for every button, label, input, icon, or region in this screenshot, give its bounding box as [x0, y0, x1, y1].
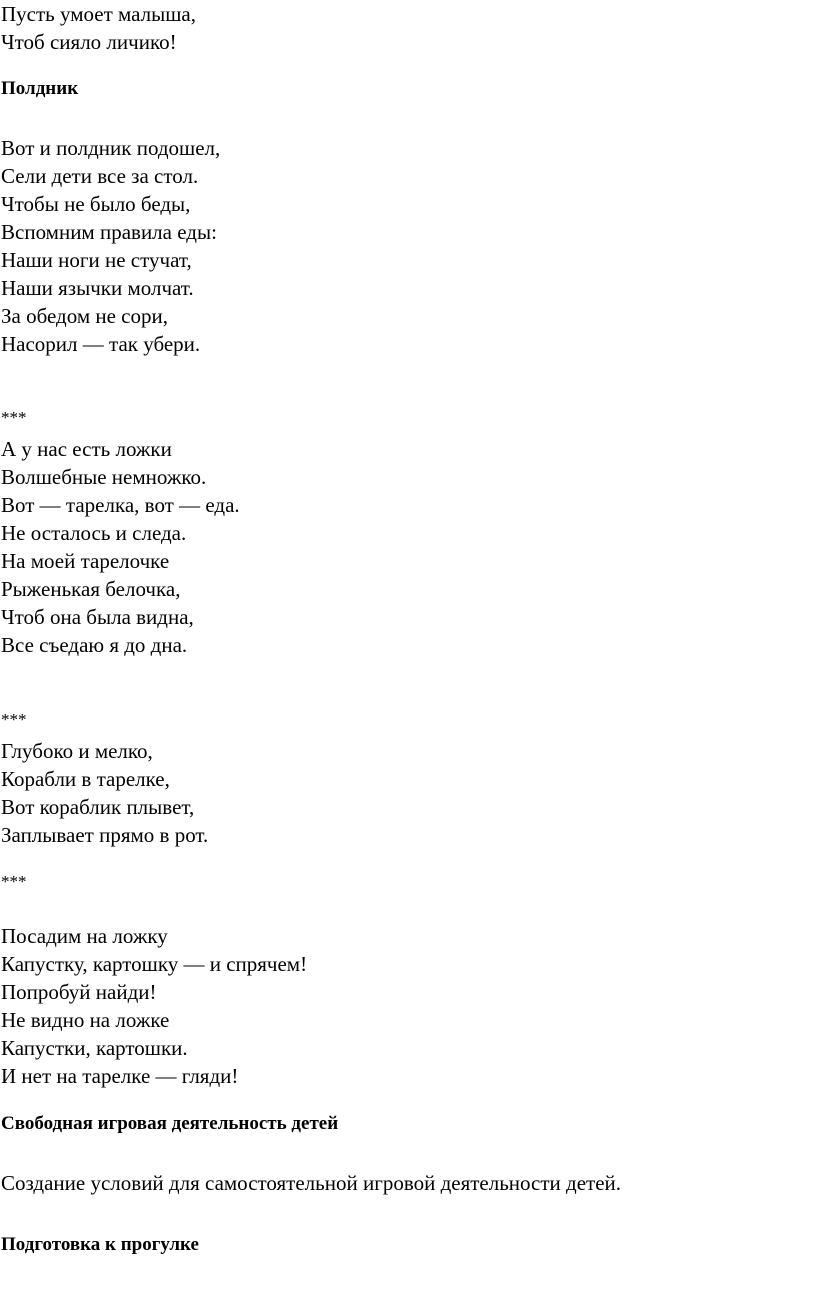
stanza-separator: *** [1, 872, 27, 891]
poem-line: Посадим на ложку [1, 924, 168, 948]
poem-line: Капустку, картошку — и спрячем! [1, 952, 308, 976]
poem-line: Капустки, картошки. [1, 1036, 188, 1060]
poem-line: Пусть умоет малыша, [1, 2, 196, 26]
poem-line: И нет на тарелке — гляди! [1, 1064, 239, 1088]
poem-line: Не видно на ложке [1, 1008, 170, 1032]
stanza-separator: *** [1, 408, 27, 427]
poem-line: Волшебные немножко. [1, 465, 207, 489]
poem-line: Заплывает прямо в рот. [1, 823, 209, 847]
poem-line: Насорил — так убери. [1, 332, 201, 356]
poem-line: Не осталось и следа. [1, 521, 187, 545]
poem-line: Корабли в тарелке, [1, 767, 170, 791]
poem-line: Все съедаю я до дна. [1, 633, 188, 657]
poem-line: Чтоб она была видна, [1, 605, 194, 629]
poem-line: Наши ноги не стучат, [1, 248, 192, 272]
poem-line: На моей тарелочке [1, 549, 170, 573]
poem-line: Вот и полдник подошел, [1, 136, 221, 160]
poem-line: Чтобы не было беды, [1, 192, 191, 216]
poem-line: Попробуй найди! [1, 980, 157, 1004]
poem-line: Вспомним правила еды: [1, 220, 217, 244]
poem-line: Рыженькая белочка, [1, 577, 181, 601]
poem-line: Вот — тарелка, вот — еда. [1, 493, 240, 517]
paragraph: Создание условий для самостоятельной игровой деятельности детей. [1, 1171, 622, 1195]
section-heading-walk-prep: Подготовка к прогулке [1, 1234, 199, 1255]
poem-line: Вот кораблик плывет, [1, 795, 195, 819]
section-heading-free-play: Свободная игровая деятельность детей [1, 1113, 339, 1134]
poem-line: А у нас есть ложки [1, 437, 172, 461]
section-heading-snack: Полдник [1, 78, 79, 99]
poem-line: Наши язычки молчат. [1, 276, 194, 300]
poem-line: Чтоб сияло личико! [1, 30, 177, 54]
poem-line: Глубоко и мелко, [1, 739, 153, 763]
poem-line: За обедом не сори, [1, 304, 168, 328]
stanza-separator: *** [1, 710, 27, 729]
poem-line: Сели дети все за стол. [1, 164, 199, 188]
